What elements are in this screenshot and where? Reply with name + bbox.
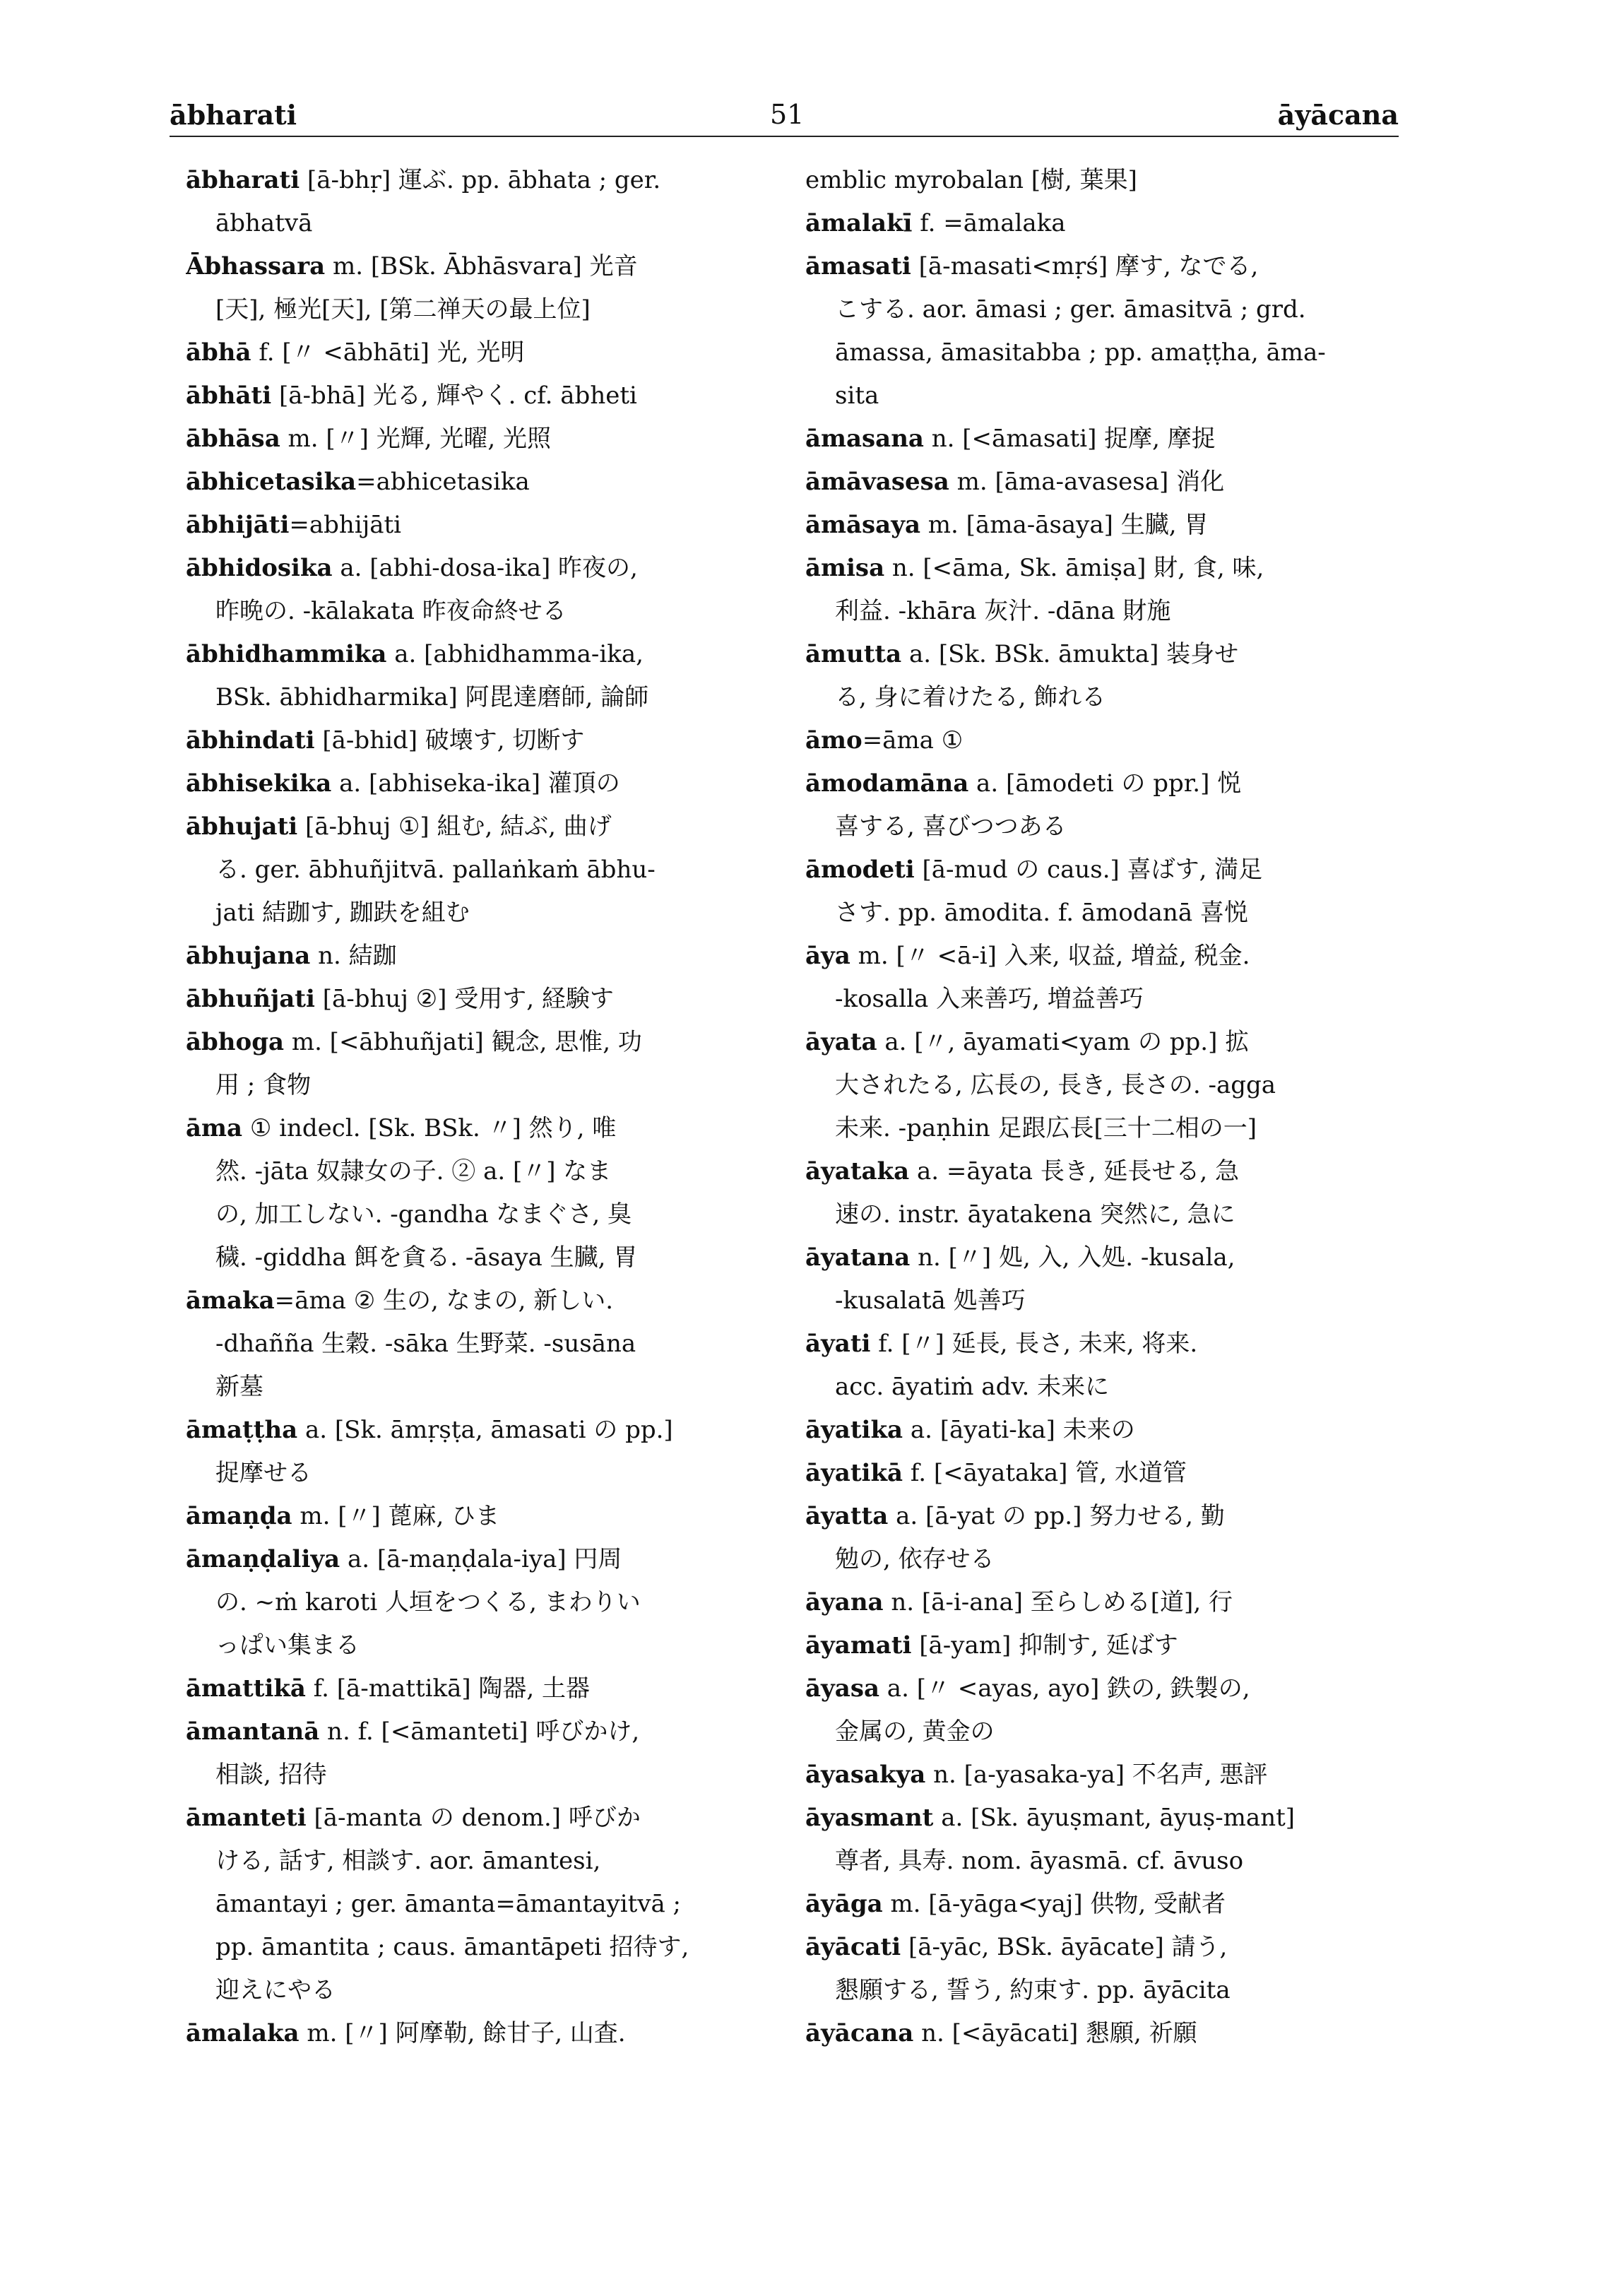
entry-text: =āma ① [862,726,964,755]
entry-text: -kusalatā 処善巧 [835,1287,1026,1315]
headword: āmāvasesa [805,468,949,496]
entry-text: n. [〃] 処, 入, 入処. -kusala, [910,1243,1235,1272]
entry-text: a. [ā-maṇḍala-iya] 円周 [340,1545,622,1573]
entry-text: [ā-bhuj ②] 受用す, 経験す [314,985,614,1013]
headword: āmaṇḍa [186,1502,292,1530]
entry-text: 用 ; 食物 [215,1071,312,1099]
entry-line [805,202,1406,245]
entry-text: m. [<ābhuñjati] 観念, 思惟, 功 [284,1028,642,1056]
entry-text: acc. āyatiṁ adv. 未来に [835,1373,1110,1401]
entry-text: n. 結跏 [310,942,397,970]
entry-text: [ā-manta の denom.] 呼びか [306,1804,641,1832]
entry-line [805,1107,1406,1150]
entry-line [805,1969,1406,2012]
running-head-left: ābharati [170,99,297,131]
entry-line [186,504,765,547]
entry-line [805,504,1406,547]
entry-line [186,1236,765,1279]
entry-text: [ā-mud の caus.] 喜ばす, 満足 [914,856,1263,884]
entry-text: 迎えにやる [215,1976,336,2004]
entry-line [805,1495,1406,1538]
entry-line [186,1710,765,1754]
entry-text: m. [〃] 光輝, 光曜, 光照 [280,425,551,453]
entry-text: n. [<āmasati] 捉摩, 摩捉 [923,425,1216,453]
headword: āyatana [805,1243,911,1272]
entry-line [805,159,1406,202]
entry-text: a. [ā-yat の pp.] 努力せる, 勤 [888,1502,1225,1530]
dictionary-entry [186,1279,765,1409]
headword: ābhindati [186,726,315,755]
entry-line [186,1581,765,1624]
entry-line [186,461,765,504]
entry-line [805,805,1406,849]
entry-line [805,1840,1406,1883]
headword: āmaka [186,1287,275,1315]
entry-text: さす. pp. āmodita. f. āmodanā 喜悦 [835,899,1248,927]
headword: ābhijāti [186,511,290,539]
headword: ābhujana [186,942,311,970]
entry-text: m. [BSk. Ābhāsvara] 光音 [325,252,638,280]
dictionary-entry [186,1107,765,1279]
entry-line [805,1624,1406,1667]
headword: āyāga [805,1890,883,1918]
entry-line [186,1667,765,1710]
dictionary-entry [805,1409,1406,1452]
headword: āyasmant [805,1804,934,1832]
headword: ābhujati [186,812,298,841]
headword: ābhidhammika [186,640,387,668]
headword: āmantanā [186,1717,320,1746]
dictionary-entry [186,1495,765,1538]
left-column [186,159,765,2055]
dictionary-entry [186,978,765,1021]
headword: ābhāsa [186,425,280,453]
entry-text: る, 身に着けたる, 飾れる [835,683,1106,711]
entry-text: a. [Sk. āyuṣmant, āyuṣ-mant] [933,1804,1296,1832]
entry-text: pp. āmantita ; caus. āmantāpeti 招待す, [215,1933,689,1961]
entry-text: f. [<āyataka] 管, 水道管 [903,1459,1187,1487]
entry-line [805,1452,1406,1495]
entry-text: f. [ā-mattikā] 陶器, 土器 [305,1674,591,1703]
entry-line [186,805,765,849]
headword: āma [186,1114,243,1142]
entry-line [805,1064,1406,1107]
entry-line [805,1754,1406,1797]
dictionary-entry [186,935,765,978]
entry-text: [天], 極光[天], [第二禅天の最上位] [215,295,591,324]
headword: āmaṇḍaliya [186,1545,340,1573]
entry-line [186,633,765,676]
headword: āyācana [805,2019,914,2047]
headword: āmo [805,726,863,755]
entry-line [805,978,1406,1021]
headword: ābhidosika [186,554,333,582]
dictionary-entry [805,547,1406,633]
entry-line [805,1021,1406,1064]
entry-line [805,1883,1406,1926]
dictionary-entry [186,374,765,418]
headword: ābhicetasika [186,468,357,496]
dictionary-entry [186,547,765,633]
entry-text: n. [<āyācati] 懇願, 祈願 [913,2019,1197,2047]
entry-text: る. ger. ābhuñjitvā. pallaṅkaṁ ābhu- [215,856,656,884]
entry-text: n. f. [<āmanteti] 呼びかけ, [319,1717,640,1746]
entry-text: [ā-masati<mṛś] 摩す, なでる, [911,252,1259,280]
headword: āmāsaya [805,511,920,539]
entry-text: f. [〃] 延長, 長さ, 未来, 将来. [870,1330,1198,1358]
dictionary-entry [805,1452,1406,1495]
entry-line [805,1667,1406,1710]
entry-text: [ā-bhuj ①] 組む, 結ぶ, 曲げ [297,812,612,841]
entry-line [805,1323,1406,1366]
entry-line [186,1797,765,1840]
entry-line [186,418,765,461]
entry-line [186,1193,765,1236]
entry-line [186,1409,765,1452]
entry-line [186,1969,765,2012]
entry-text: =abhijāti [289,511,402,539]
entry-line [805,374,1406,418]
entry-line [805,547,1406,590]
headword: Ābhassara [186,252,326,280]
entry-text: m. [〃] 蓖麻, ひま [292,1502,500,1530]
entry-text: āmantayi ; ger. āmanta=āmantayitvā ; [215,1890,681,1918]
entry-line [186,1538,765,1581]
entry-line [186,1452,765,1495]
headword: ābhā [186,338,251,367]
entry-text: a. [Sk. BSk. āmukta] 装身せ [901,640,1239,668]
headword: ābhuñjati [186,985,315,1013]
dictionary-entry [805,461,1406,504]
dictionary-entry [186,418,765,461]
headword: āyati [805,1330,871,1358]
entry-line [805,762,1406,805]
dictionary-entry [805,1883,1406,1926]
dictionary-entry [805,159,1406,202]
headword: āmalakī [805,209,913,237]
dictionary-entry [186,762,765,805]
entry-line [805,892,1406,935]
entry-line [805,676,1406,719]
dictionary-entry [805,849,1406,935]
running-head-right: āyācana [1277,99,1399,131]
dictionary-entry [186,805,765,935]
entry-line [186,590,765,633]
entry-line [186,245,765,288]
headword: āyācati [805,1933,901,1961]
entry-line [186,849,765,892]
dictionary-entry [186,245,765,331]
entry-line [186,1021,765,1064]
headword: āmodeti [805,856,915,884]
entry-line [186,892,765,935]
headword: āmanteti [186,1804,307,1832]
entry-text: -dhañña 生穀. -sāka 生野菜. -susāna [215,1330,636,1358]
entry-text: ける, 話す, 相談す. aor. āmantesi, [215,1847,601,1875]
header-rule [170,136,1399,137]
entry-text: 利益. -khāra 灰汁. -dāna 財施 [835,597,1171,625]
headword: āmaṭṭha [186,1416,298,1444]
entry-line [186,978,765,1021]
entry-line [186,547,765,590]
dictionary-entry [805,202,1406,245]
entry-line [805,1150,1406,1193]
entry-text: 穢. -giddha 餌を貪る. -āsaya 生臓, 胃 [215,1243,638,1272]
headword: ābhoga [186,1028,285,1056]
entry-text: 速の. instr. āyatakena 突然に, 急に [835,1200,1235,1229]
entry-text: =āma ② 生の, なまの, 新しい. [274,1287,614,1315]
entry-line [805,288,1406,331]
entry-line [805,1366,1406,1409]
entry-text: a. [Sk. āmṛṣṭa, āmasati の pp.] [297,1416,673,1444]
entry-text: f. [〃 <ābhāti] 光, 光明 [251,338,525,367]
entry-line [186,935,765,978]
entry-line [186,1107,765,1150]
dictionary-entry [186,719,765,762]
dictionary-entry [805,633,1406,719]
headword: āmalaka [186,2019,300,2047]
entry-line [186,676,765,719]
entry-line [805,331,1406,374]
entry-text: の. ~ṁ karoti 人垣をつくる, まわりい [215,1588,641,1616]
entry-line [805,1193,1406,1236]
entry-text: n. [<āma, Sk. āmiṣa] 財, 食, 味, [884,554,1264,582]
dictionary-entry [805,1581,1406,1624]
entry-text: BSk. ābhidharmika] 阿毘達磨師, 論師 [215,683,649,711]
entry-text: m. [āma-āsaya] 生臓, 胃 [920,511,1209,539]
entry-text: 金属の, 黄金の [835,1717,995,1746]
entry-text: 捉摩せる [215,1459,312,1487]
dictionary-entry [186,461,765,504]
entry-text: jati 結跏す, 跏趺を組む [215,899,470,927]
dictionary-entry [805,504,1406,547]
headword: āmutta [805,640,902,668]
entry-line [805,1797,1406,1840]
entry-text: a. [abhi-dosa-ika] 昨夜の, [332,554,638,582]
entry-text: m. [ā-yāga<yaj] 供物, 受献者 [882,1890,1226,1918]
headword: āmasati [805,252,911,280]
headword: āyataka [805,1157,910,1186]
entry-line [186,1754,765,1797]
entry-text: a. [〃, āyamati<yam の pp.] 拡 [877,1028,1250,1056]
entry-text: 勉の, 依存せる [835,1545,995,1573]
dictionary-entry [186,633,765,719]
headword: āyatikā [805,1459,903,1487]
dictionary-entry [186,159,765,245]
entry-line [805,935,1406,978]
entry-text: 喜する, 喜びつつある [835,812,1067,841]
dictionary-entry [805,935,1406,1021]
entry-line [186,159,765,202]
entry-line [186,719,765,762]
dictionary-entry [186,504,765,547]
right-column [805,159,1406,2055]
dictionary-entry [805,1150,1406,1236]
entry-line [186,202,765,245]
dictionary-entry [805,1926,1406,2012]
entry-text: m. [〃 <ā-i] 入来, 収益, 増益, 税金. [850,942,1250,970]
entry-line [186,288,765,331]
dictionary-entry [805,245,1406,418]
dictionary-entry [186,1797,765,2012]
entry-text: っぱい集まる [215,1631,360,1660]
page-number: 51 [770,99,805,130]
entry-text: m. [〃] 阿摩勒, 餘甘子, 山査. [299,2019,626,2047]
dictionary-entry [186,1021,765,1107]
entry-text: a. [abhidhamma-ika, [386,640,644,668]
entry-line [186,1150,765,1193]
headword: āmodamāna [805,769,969,798]
entry-text: 大されたる, 広長の, 長き, 長さの. -agga [835,1071,1276,1099]
entry-text: 新墓 [215,1373,263,1401]
entry-line [805,1926,1406,1969]
entry-text: =abhicetasika [356,468,530,496]
entry-line [805,849,1406,892]
dictionary-entry [186,1409,765,1495]
entry-text: [ā-bhṛ] 運ぶ. pp. ābhata ; ger. [300,166,661,194]
headword: āyana [805,1588,884,1616]
dictionary-entry [805,1624,1406,1667]
entry-line [805,1538,1406,1581]
dictionary-entry [805,1495,1406,1581]
dictionary-entry [805,762,1406,849]
entry-line [805,633,1406,676]
entry-text: 尊者, 具寿. nom. āyasmā. cf. āvuso [835,1847,1244,1875]
entry-text: f. =āmalaka [912,209,1066,237]
entry-text: [ā-bhid] 破壊す, 切断す [314,726,585,755]
dictionary-entry [805,2012,1406,2055]
entry-text: ābhatvā [215,209,313,237]
entry-text: の, 加工しない. -gandha なまぐさ, 臭 [215,1200,632,1229]
entry-line [186,762,765,805]
headword: āyasakya [805,1761,926,1789]
entry-text: āmassa, āmasitabba ; pp. amaṭṭha, āma- [835,338,1326,367]
entry-line [805,1710,1406,1754]
headword: āyatika [805,1416,903,1444]
entry-text: m. [āma-avasesa] 消化 [949,468,1225,496]
headword: āyamati [805,1631,912,1660]
entry-line [186,1064,765,1107]
entry-line [805,245,1406,288]
entry-line [186,1883,765,1926]
entry-line [805,2012,1406,2055]
entry-line [805,418,1406,461]
entry-line [805,1581,1406,1624]
entry-text: a. [abhiseka-ika] 灌頂の [331,769,620,798]
entry-line [805,1279,1406,1323]
headword: ābhāti [186,382,272,410]
entry-text: 然. -jāta 奴隷女の子. ② a. [〃] なま [215,1157,612,1186]
entry-text: 昨晩の. -kālakata 昨夜命終せる [215,597,567,625]
headword: ābharati [186,166,300,194]
dictionary-entry [805,418,1406,461]
page-header [170,99,1399,141]
entry-text: 相談, 招待 [215,1761,327,1789]
entry-line [186,1624,765,1667]
entry-line [186,374,765,418]
dictionary-entry [805,1323,1406,1409]
dictionary-entry [805,1021,1406,1150]
dictionary-entry [805,1667,1406,1754]
entry-line [805,590,1406,633]
entry-text: こする. aor. āmasi ; ger. āmasitvā ; grd. [835,295,1306,324]
entry-line [805,461,1406,504]
entry-text: 未来. -paṇhin 足跟広長[三十二相の一] [835,1114,1257,1142]
entry-line [186,2012,765,2055]
dictionary-entry [805,1797,1406,1883]
entry-text: a. [āyati-ka] 未来の [903,1416,1135,1444]
headword: āya [805,942,850,970]
entry-line [805,1409,1406,1452]
entry-text: a. [āmodeti の ppr.] 悦 [968,769,1242,798]
dictionary-entry [805,1754,1406,1797]
entry-text: sita [835,382,879,410]
entry-text: [ā-bhā] 光る, 輝やく. cf. ābheti [271,382,637,410]
entry-line [186,1495,765,1538]
headword: āmattikā [186,1674,306,1703]
entry-text: [ā-yam] 抑制す, 延ばす [911,1631,1178,1660]
entry-text: emblic myrobalan [樹, 葉果] [805,166,1137,194]
entry-line [186,1840,765,1883]
headword: āmasana [805,425,924,453]
dictionary-entry [805,719,1406,762]
headword: ābhisekika [186,769,332,798]
dictionary-entry [186,1710,765,1797]
entry-line [186,331,765,374]
dictionary-entry [186,1667,765,1710]
entry-text: [ā-yāc, BSk. āyācate] 請う, [901,1933,1228,1961]
entry-line [186,1323,765,1366]
headword: āyasa [805,1674,879,1703]
headword: āyata [805,1028,877,1056]
headword: āmisa [805,554,885,582]
entry-text: n. [a-yasaka-ya] 不名声, 悪評 [925,1761,1268,1789]
entry-text: a. =āyata 長き, 延長せる, 急 [909,1157,1240,1186]
dictionary-entry [805,1236,1406,1323]
dictionary-entry [186,331,765,374]
entry-line [186,1366,765,1409]
entry-text: 懇願する, 誓う, 約束す. pp. āyācita [835,1976,1231,2004]
entry-line [805,719,1406,762]
entry-line [805,1236,1406,1279]
dictionary-entry [186,2012,765,2055]
entry-line [186,1279,765,1323]
entry-line [186,1926,765,1969]
entry-text: -kosalla 入来善巧, 増益善巧 [835,985,1144,1013]
entry-text: n. [ā-i-ana] 至らしめる[道], 行 [883,1588,1233,1616]
entry-text: a. [〃 <ayas, ayo] 鉄の, 鉄製の, [879,1674,1250,1703]
entry-text: ① indecl. [Sk. BSk. 〃] 然り, 唯 [242,1114,617,1142]
headword: āyatta [805,1502,889,1530]
dictionary-entry [186,1538,765,1667]
